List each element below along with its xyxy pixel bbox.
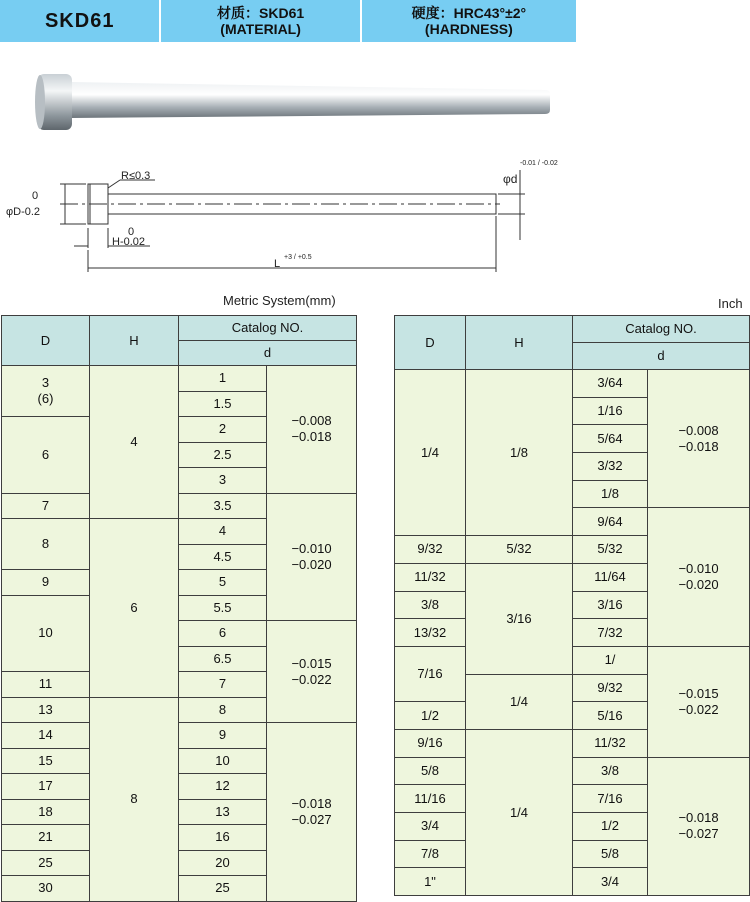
- d-cell: 4: [179, 519, 267, 545]
- tolerance-cell: [648, 508, 750, 646]
- D-value: 11/16: [414, 790, 446, 806]
- D-value: 1/4: [420, 444, 440, 460]
- tolerance-lower: −0.018: [678, 438, 719, 454]
- H-cell: 1/4: [466, 729, 573, 895]
- pin-dimension-drawing: [20, 150, 540, 275]
- D-value: 11/32: [414, 569, 446, 585]
- D-value: 21: [38, 829, 53, 845]
- D-cell: [395, 729, 466, 757]
- D-value: 1": [424, 873, 436, 889]
- D-cell: [395, 536, 466, 564]
- table-row: [395, 370, 750, 398]
- inch-caption: Inch: [718, 296, 743, 311]
- D-value: 25: [38, 854, 53, 870]
- tolerance-cell: [267, 621, 357, 723]
- tolerance-cell: [648, 646, 750, 757]
- D-value: 18: [38, 803, 53, 819]
- D-cell: [395, 619, 466, 647]
- d-cell: 2.5: [179, 442, 267, 468]
- D-value: 14: [38, 727, 53, 743]
- d-cell: 1/8: [573, 480, 648, 508]
- tolerance-cell: [267, 723, 357, 902]
- tolerance-lower: −0.018: [291, 429, 332, 445]
- tolerance-lower: −0.022: [291, 671, 332, 687]
- D-value: 9: [41, 574, 50, 590]
- d-cell: 7/16: [573, 785, 648, 813]
- d-cell: 9: [179, 723, 267, 749]
- d-cell: 11/32: [573, 729, 648, 757]
- H-tolerance-label: H-0.02: [112, 236, 146, 248]
- hardness-label: 硬度：HRC43°±2°: [411, 5, 527, 21]
- D-value: 1/2: [420, 707, 440, 723]
- d-cell: 3/16: [573, 591, 648, 619]
- D-cell: [2, 748, 90, 774]
- d-cell: 5/32: [573, 536, 648, 564]
- d-cell: 16: [179, 825, 267, 851]
- metric-header-d: d: [179, 341, 357, 366]
- D-value: 9/16: [417, 735, 443, 751]
- inch-header-d: d: [573, 343, 750, 370]
- tolerance-cell: [267, 493, 357, 621]
- d-cell: 1/2: [573, 813, 648, 841]
- D-value: 7: [41, 497, 50, 513]
- tolerance-cell: [648, 370, 750, 508]
- D-value: 6: [41, 446, 50, 462]
- inch-header-H: H: [466, 316, 573, 370]
- D-cell: [2, 519, 90, 570]
- tolerance-upper: −0.008: [678, 422, 719, 438]
- metric-header-catalog: Catalog NO.: [179, 316, 357, 341]
- metric-header-D: D: [2, 316, 90, 366]
- tolerance-cell: [267, 366, 357, 494]
- H-cell: 3/16: [466, 563, 573, 674]
- L-tolerance: +3 / +0.5: [284, 254, 312, 261]
- metric-caption: Metric System(mm): [223, 293, 336, 308]
- H-cell: 8: [90, 697, 179, 901]
- D-cell: [2, 366, 90, 417]
- D-value: 3: [41, 375, 50, 390]
- D-value: 8: [41, 536, 50, 551]
- H-cell: 4: [90, 366, 179, 519]
- tolerance-upper: −0.018: [291, 795, 332, 811]
- d-cell: 11/64: [573, 563, 648, 591]
- tolerance-upper: −0.010: [678, 561, 719, 577]
- material-label: 材质：SKD61: [217, 5, 305, 21]
- d-cell: 5/8: [573, 840, 648, 868]
- D-cell: [2, 876, 90, 902]
- D-tolerance-label: φD-0.2: [6, 206, 41, 218]
- radius-label: R≤0.3: [121, 170, 151, 182]
- D-cell: [395, 702, 466, 730]
- D-value: 7/8: [420, 846, 440, 862]
- H-cell: 5/32: [466, 536, 573, 564]
- tolerance-lower: −0.020: [291, 556, 332, 572]
- hardness-label-en: (HARDNESS): [424, 21, 513, 37]
- D-cell: [2, 493, 90, 519]
- d-cell: 9/32: [573, 674, 648, 702]
- grade-cell: [0, 0, 161, 42]
- table-row: [395, 646, 750, 674]
- H-cell: 1/4: [466, 674, 573, 729]
- d-cell: 6.5: [179, 646, 267, 672]
- tolerance-upper: −0.018: [678, 810, 719, 826]
- d-cell: 7/32: [573, 619, 648, 647]
- table-row: [2, 366, 357, 392]
- inch-header-D: D: [395, 316, 466, 370]
- d-cell: 12: [179, 774, 267, 800]
- D-cell: [395, 868, 466, 896]
- D-value-alt: (6): [37, 391, 54, 406]
- D-value: 3/8: [420, 596, 440, 612]
- tolerance-lower: −0.022: [678, 701, 719, 717]
- d-cell: 13: [179, 799, 267, 825]
- D-cell: [2, 417, 90, 494]
- H-cell: 1/8: [466, 370, 573, 536]
- D-cell: [2, 672, 90, 698]
- D-value: 15: [38, 752, 53, 768]
- d-cell: 7: [179, 672, 267, 698]
- inch-table: [394, 315, 750, 896]
- d-cell: 3/64: [573, 370, 648, 398]
- d-cell: 5/16: [573, 702, 648, 730]
- d-cell: 1/: [573, 646, 648, 674]
- grade-title: SKD61: [44, 9, 115, 32]
- d-cell: 9/64: [573, 508, 648, 536]
- hardness-cell: [362, 0, 576, 42]
- d-cell: 3/8: [573, 757, 648, 785]
- d-cell: 5.5: [179, 595, 267, 621]
- d-cell: 20: [179, 850, 267, 876]
- D-cell: [395, 370, 466, 536]
- d-cell: 5: [179, 570, 267, 596]
- D-value: 13/32: [413, 624, 447, 640]
- inch-header-catalog: Catalog NO.: [573, 316, 750, 343]
- D-cell: [395, 646, 466, 701]
- D-cell: [395, 563, 466, 591]
- D-value: 30: [38, 880, 53, 896]
- d-cell: 5/64: [573, 425, 648, 453]
- D-cell: [2, 723, 90, 749]
- d-cell: 1.5: [179, 391, 267, 417]
- d-cell: 25: [179, 876, 267, 902]
- D-cell: [2, 850, 90, 876]
- D-value: 9/32: [417, 541, 443, 557]
- metric-table: [1, 315, 357, 902]
- table-row: [2, 493, 357, 519]
- d-cell: 10: [179, 748, 267, 774]
- D-cell: [395, 840, 466, 868]
- D-cell: [395, 757, 466, 785]
- D-cell: [2, 799, 90, 825]
- tolerance-upper: −0.008: [291, 413, 332, 429]
- D-tolerance-top: 0: [32, 190, 39, 202]
- D-value: 17: [38, 778, 53, 794]
- D-value: 13: [38, 701, 53, 717]
- tolerance-lower: −0.020: [678, 577, 719, 593]
- metric-header-H: H: [90, 316, 179, 366]
- D-cell: [395, 785, 466, 813]
- ejector-pin-photo: [30, 70, 560, 140]
- tolerance-upper: −0.015: [291, 655, 332, 671]
- D-value: 11: [38, 676, 53, 692]
- d-cell: 4.5: [179, 544, 267, 570]
- D-cell: [395, 813, 466, 841]
- material-label-en: (MATERIAL): [220, 21, 301, 37]
- L-label: L: [274, 258, 281, 270]
- d-cell: 2: [179, 417, 267, 443]
- d-cell: 3: [179, 468, 267, 494]
- tolerance-upper: −0.015: [678, 685, 719, 701]
- D-cell: [2, 595, 90, 672]
- H-tolerance-top: 0: [128, 226, 135, 238]
- D-cell: [2, 697, 90, 723]
- tolerance-lower: −0.027: [291, 811, 332, 827]
- d-tolerance-sup: -0.01 / -0.02: [520, 160, 558, 167]
- d-tolerance-label: φd: [503, 172, 518, 186]
- d-cell: 6: [179, 621, 267, 647]
- d-cell: 1/16: [573, 397, 648, 425]
- D-cell: [2, 774, 90, 800]
- table-row: [395, 757, 750, 785]
- d-cell: 3/32: [573, 453, 648, 481]
- D-value: 5/8: [420, 762, 440, 778]
- tolerance-upper: −0.010: [291, 540, 332, 556]
- H-cell: 6: [90, 519, 179, 698]
- table-row: [2, 723, 357, 749]
- d-cell: 3/4: [573, 868, 648, 896]
- spec-header: [0, 0, 576, 42]
- D-cell: [395, 591, 466, 619]
- material-cell: [161, 0, 361, 42]
- tolerance-cell: [648, 757, 750, 895]
- D-value: 3/4: [420, 818, 440, 834]
- tolerance-lower: −0.027: [678, 826, 719, 842]
- D-cell: [2, 570, 90, 596]
- D-value: 10: [38, 625, 53, 641]
- D-cell: [2, 825, 90, 851]
- d-cell: 1: [179, 366, 267, 392]
- d-cell: 8: [179, 697, 267, 723]
- D-value: 7/16: [417, 666, 443, 682]
- d-cell: 3.5: [179, 493, 267, 519]
